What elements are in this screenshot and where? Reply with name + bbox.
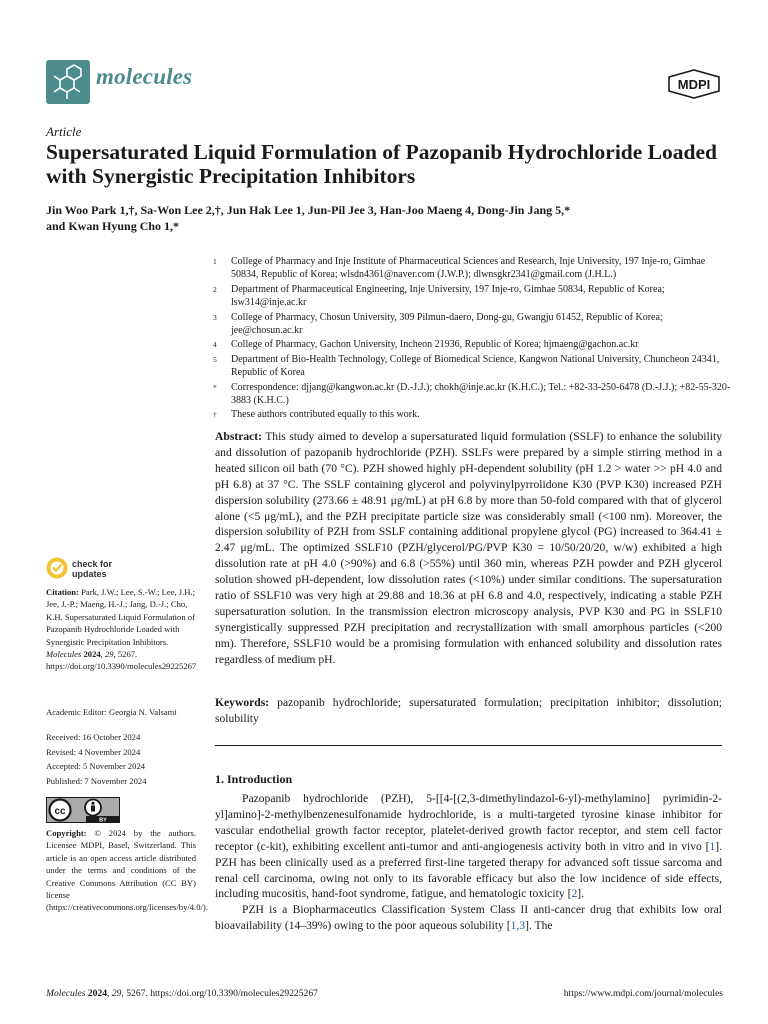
- citation-volume: 29: [104, 649, 114, 660]
- affiliation-mark: 2: [213, 284, 217, 294]
- section-heading-introduction: 1. Introduction: [215, 772, 293, 786]
- citation-label: Citation:: [46, 587, 79, 597]
- intro-text: ]. PZH has been clinically used as a preferred first-line targeted therapy for advanced soft tissue sarcoma and renal cell carcinoma, owing not only to its favorable efficacy but also the low incidence of side effects, including mucositis, hand-foot syndrome, fatigue, and hematologic toxicity [: [215, 839, 722, 901]
- author-list: [46, 202, 736, 234]
- affiliation-item: [213, 408, 733, 421]
- copyright-label: Copyright:: [46, 828, 87, 838]
- affiliation-text: College of Pharmacy, Gachon University, Incheon 21936, Republic of Korea; hjmaeng@gachon.ac.kr: [231, 339, 639, 351]
- affiliation-text: Department of Bio-Health Technology, College of Biomedical Science, Kangwon National University, Chuncheon 24341, Republic of Korea: [231, 353, 720, 379]
- footer-journal: Molecules: [46, 988, 86, 999]
- keywords: [215, 695, 722, 727]
- footer-journal-url[interactable]: https://www.mdpi.com/journal/molecules: [563, 988, 723, 999]
- affiliation-item: [213, 255, 733, 282]
- authors-line-2: and Kwan Hyung Cho 1,*: [46, 219, 180, 233]
- footer-year: 2024: [87, 988, 108, 999]
- keywords-label: Keywords:: [215, 696, 270, 709]
- affiliation-mark: 4: [213, 340, 217, 350]
- authors-line-1: Jin Woo Park 1,†, Sa-Won Lee 2,†, Jun Hak Lee 1, Jun-Pil Jee 3, Han-Joo Maeng 4, Dong-Jin Jang 5,*: [46, 203, 571, 217]
- affiliation-mark: *: [213, 382, 217, 392]
- reference-link[interactable]: 2: [571, 887, 578, 901]
- journal-name: molecules: [96, 64, 193, 89]
- intro-text: Pazopanib hydrochloride (PZH), 5-[[4-[(2,3-dimethylindazol-6-yl)-methylamino] pyrimidin-2-yl]amino]-2-methylbenzenesulfonamide hydrochloride, is a multi-targeted tyrosine kinase inhibitor for vascular endothelial growth factor receptor, platelet-derived growth factor receptor, and stem cell factor receptor (c-kit), exhibiting excellent anti-tumor and anti-angiogenesis activity both in vitro and in vivo [: [215, 792, 722, 853]
- affiliation-item: [213, 353, 733, 380]
- check-line-2: updates: [72, 569, 107, 579]
- affiliation-item: [213, 381, 733, 408]
- molecules-logo-icon: [46, 60, 90, 104]
- affiliation-item: [213, 283, 733, 310]
- check-for-updates-icon: [46, 557, 68, 579]
- mdpi-logo-icon: [665, 69, 723, 99]
- date-received: Received: 16 October 2024: [46, 732, 141, 742]
- affiliation-text: Correspondence: djjang@kangwon.ac.kr (D.-J.J.); chokh@inje.ac.kr (K.H.C.); Tel.: +82-33-250-6478 (D.-J.J.); +82-55-320-3883 (K.H.C.): [231, 381, 731, 407]
- check-line-1: check for: [72, 559, 113, 569]
- affiliation-text: These authors contributed equally to this work.: [231, 409, 420, 421]
- check-for-updates-text: [72, 559, 112, 579]
- section-divider: [215, 745, 722, 746]
- intro-paragraph: [215, 791, 722, 902]
- keywords-text: pazopanib hydrochloride; supersaturated formulation; precipitation inhibitor; dissolution; solubility: [215, 696, 722, 725]
- citation-journal: Molecules: [46, 649, 82, 660]
- affiliations: [213, 255, 733, 422]
- copyright-text: © 2024 by the authors. Licensee MDPI, Basel, Switzerland. This article is an open access article distributed under the terms and conditions of the Creative Commons Attribution (CC BY) license (https://creativecommons.org/licenses/by/4.0/).: [46, 828, 208, 913]
- mdpi-logo-text: MDPI: [677, 77, 711, 92]
- affiliation-mark: 5: [213, 354, 217, 364]
- footer-citation: Molecules 2024, 29, 5267. https://doi.org/10.3390/molecules29225267: [46, 988, 318, 999]
- svg-text:BY: BY: [99, 817, 107, 823]
- reference-link[interactable]: 1,3: [510, 919, 526, 933]
- abstract-label: Abstract:: [215, 430, 263, 443]
- publication-dates: [46, 730, 196, 788]
- paper-title: Supersaturated Liquid Formulation of Pazopanib Hydrochloride Loaded with Synergistic Precipitation Inhibitors: [46, 140, 717, 188]
- affiliation-item: [213, 338, 733, 351]
- affiliation-mark: 1: [213, 257, 217, 266]
- footer-doi[interactable]: , 5267. https://doi.org/10.3390/molecules29225267: [121, 988, 318, 999]
- academic-editor: Academic Editor: Georgia N. Valsami: [46, 707, 177, 717]
- date-accepted: Accepted: 5 November 2024: [46, 761, 146, 772]
- affiliation-item: [213, 311, 733, 338]
- affiliation-text: Department of Pharmaceutical Engineering, Inje University, 197 Inje-ro, Gimhae 50834, Republic of Korea; lsw314@inje.ac.kr: [231, 283, 665, 309]
- svg-text:cc: cc: [54, 806, 66, 817]
- footer-volume: 29: [111, 988, 122, 999]
- check-for-updates-button[interactable]: [46, 557, 146, 581]
- affiliation-text: College of Pharmacy and Inje Institute of Pharmaceutical Sciences and Research, Inje University, 197 Inje-ro, Gimhae 50834, Republic of Korea; wlsdn4361@naver.com (J.W.P.); dlwnsgkr2341@gmail.com (J.H.L.): [231, 256, 706, 281]
- affiliation-mark: †: [213, 410, 217, 420]
- intro-text: PZH is a Biopharmaceutics Classification System Class II anti-cancer drug that exhibits low oral bioavailability (14–39%) owing to the poor aqueous solubility [: [215, 903, 722, 933]
- abstract: [215, 429, 722, 668]
- intro-text: ].: [577, 887, 584, 901]
- citation-text: Park, J.W.; Lee, S.-W.; Lee, J.H.; Jee, J.-P.; Maeng, H.-J.; Jang, D.-J.; Cho, K.H. Supersaturated Liquid Formulation of Pazopanib Hydrochloride Loaded with Synergistic Precipitation Inhibitors.: [46, 587, 196, 647]
- date-published: Published: 7 November 2024: [46, 775, 147, 786]
- intro-text: ]. The: [525, 919, 553, 933]
- article-type: Article: [46, 124, 82, 139]
- intro-paragraph: [215, 902, 722, 934]
- citation-doi[interactable]: , 5267. https://doi.org/10.3390/molecules29225267: [46, 649, 197, 672]
- citation-block: Citation: Park, J.W.; Lee, S.-W.; Lee, J.H.; Jee, J.-P.; Maeng, H.-J.; Jang, D.-J.; Cho, K.H. Supersaturated Liquid Formulation of Pazopanib Hydrochloride Loaded with Synergistic Precipitation Inhibitors. Molecules 2024, 29, 5267. https://doi.org/10.3390/molecules29225267: [46, 587, 197, 672]
- affiliation-mark: 3: [213, 312, 217, 322]
- date-revised: Revised: 4 November 2024: [46, 746, 141, 757]
- cc-by-license-icon[interactable]: [46, 797, 120, 823]
- abstract-text: This study aimed to develop a supersaturated liquid formulation (SSLF) to enhance the solubility and dissolution of pazopanib hydrochloride (PZH). SSLFs were prepared by a simple stirring method in a heated silicon oil bath (70 °C). PZH showed highly pH-dependent solubility (pH 1.2 > water >> pH 4.0 and pH 6.8) at 37 °C. The SSLF containing glycerol and polyvinylpyrrolidone K30 (PVP K30) increased PZH dispersion solubility (273.66 ± 48.91 μg/mL) at pH 6.8 by more than 50-fold compared with that of glycerol alone (<5 μg/mL), and the PZH precipitate particle size was considerably small (<100 nm). Moreover, the dispersion solubility of PZH from SSLF containing additional propylene glycol (PG) increased to 364.41 ± 2.47 μg/mL. The optimized SSLF10 (PZH/glycerol/PG/PVP K30 = 10/50/20/20, w/w) exhibited a high dissolution rate at pH 4.0 (>90%) and 6.8 (>55%) until 360 min, whereas PZH powder and PZH glycerol solution showed pH-dependent, low dissolution rates (<10%) under similar conditions. The supersaturation ratio of SSLF10 was very high at 29.88 and 18.36 at pH 6.8 and 4.0, respectively, indicating a stable PZH supersaturation solution. In the transmission electron microscopy analysis, PVP K30 and PG in SSLF10 synergistically suppressed PZH precipitation and recrystallization with small amorphous particles (<200 nm). Therefore, SSLF10 would be a promising formulation with enhanced solubility and dissolution rates regardless of medium pH.: [215, 430, 722, 666]
- affiliation-text: College of Pharmacy, Chosun University, 309 Pilmun-daero, Dong-gu, Gwangju 61452, Republic of Korea; jee@chosun.ac.kr: [231, 311, 663, 337]
- citation-year: 2024: [83, 649, 101, 660]
- copyright-notice: [46, 827, 208, 914]
- reference-link[interactable]: 1: [709, 839, 716, 853]
- introduction-body: [215, 791, 722, 934]
